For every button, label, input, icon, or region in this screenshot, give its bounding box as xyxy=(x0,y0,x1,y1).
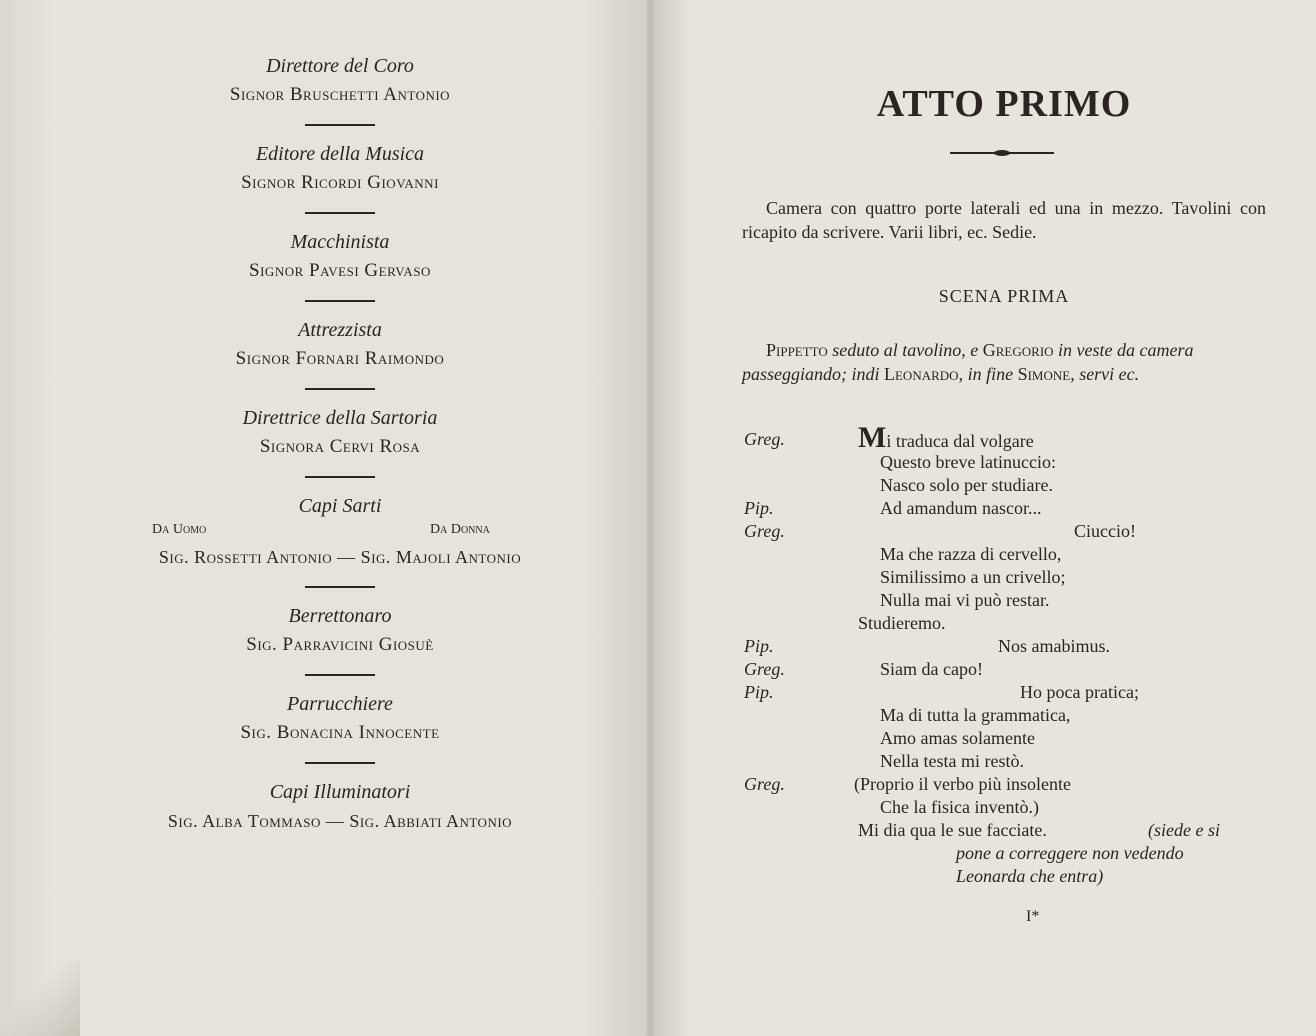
scene-heading: SCENA PRIMA xyxy=(938,286,1070,306)
line-text: Ma che razza di cervello, xyxy=(880,544,1062,564)
dialogue xyxy=(742,421,1266,888)
divider-rule xyxy=(305,674,375,676)
credit-role: Capi Illuminatori xyxy=(269,781,411,803)
dialogue-line xyxy=(742,589,1266,612)
divider-rule xyxy=(305,300,375,302)
credit-name: Signor Pavesi Gervaso xyxy=(249,260,431,281)
speaker: Pip. xyxy=(744,498,774,518)
character-name: Gregorio xyxy=(982,340,1054,360)
dialogue-line xyxy=(742,865,1266,888)
line-text: Questo breve latinuccio: xyxy=(880,452,1056,472)
credit-role: Capi Sarti xyxy=(298,495,382,517)
credit-name: Sig. Alba Tommaso — Sig. Abbiati Antonio xyxy=(167,811,513,831)
divider-rule xyxy=(305,124,375,126)
line-text: (Proprio il verbo più insolente xyxy=(854,774,1071,794)
line-text: Amo amas solamente xyxy=(880,728,1035,748)
dialogue-line xyxy=(742,612,1266,635)
line-text: Studieremo. xyxy=(858,613,946,633)
line-text: Nella testa mi restò. xyxy=(880,751,1024,771)
line-text: Che la fisica inventò.) xyxy=(880,797,1039,817)
divider-rule xyxy=(305,762,375,764)
line-text: Ciuccio! xyxy=(1074,521,1136,541)
dialogue-line xyxy=(742,704,1266,727)
line-text: Nulla mai vi può restar. xyxy=(880,590,1050,610)
line-text: Ad amandum nascor... xyxy=(880,498,1042,518)
book-gutter xyxy=(646,0,656,1036)
line-text: Ma di tutta la grammatica, xyxy=(880,705,1071,725)
dialogue-line xyxy=(742,451,1266,474)
character-name: Simone xyxy=(1017,364,1071,384)
credits-list xyxy=(60,52,620,836)
credit-role: Direttrice della Sartoria xyxy=(242,407,438,429)
credit-name: Signora Cervi Rosa xyxy=(259,436,421,457)
line-text: Nos amabimus. xyxy=(998,636,1110,656)
cast-direction xyxy=(742,338,1266,386)
divider-rule xyxy=(305,586,375,588)
drop-cap: M xyxy=(858,421,887,454)
credit-name: Sig. Bonacina Innocente xyxy=(240,722,440,743)
speaker: Pip. xyxy=(744,682,774,702)
line-text: Nasco solo per studiare. xyxy=(880,475,1053,495)
dialogue-line xyxy=(742,421,1266,454)
direction-text: seduto al tavolino, e xyxy=(827,340,983,360)
sub-role-left: Da Uomo xyxy=(152,522,207,537)
dialogue-line xyxy=(742,497,1266,520)
line-text: Ho poca pratica; xyxy=(1020,682,1139,702)
character-name: Pippetto xyxy=(766,340,828,360)
line-text: Mi dia qua le sue facciate. xyxy=(858,820,1047,840)
credit-name: Signor Bruschetti Antonio xyxy=(229,84,451,105)
dialogue-line xyxy=(742,474,1266,497)
dialogue-line xyxy=(742,842,1266,865)
stage-direction: pone a correggere non vedendo xyxy=(956,843,1184,863)
dialogue-line xyxy=(742,819,1266,842)
page-corner-shadow xyxy=(0,960,80,1036)
credit-role: Attrezzista xyxy=(298,319,382,341)
divider-rule xyxy=(305,212,375,214)
dialogue-line xyxy=(742,727,1266,750)
divider-rule xyxy=(305,388,375,390)
direction-text: , in fine xyxy=(958,364,1018,384)
credit-name: Signor Ricordi Giovanni xyxy=(241,172,439,193)
dialogue-line xyxy=(742,773,1266,796)
credit-role: Macchinista xyxy=(290,231,390,253)
speaker: Greg. xyxy=(744,521,785,541)
page-signature: I* xyxy=(1026,908,1040,925)
credit-name: Sig. Parravicini Giosuè xyxy=(246,634,434,655)
line-text-rest: i traduca dal volgare xyxy=(886,431,1034,451)
speaker: Pip. xyxy=(744,636,774,656)
sub-role-right: Da Donna xyxy=(430,522,490,537)
dialogue-line xyxy=(742,566,1266,589)
line-text xyxy=(858,421,1034,454)
dialogue-line xyxy=(742,520,1266,543)
credit-role: Parrucchiere xyxy=(287,693,393,715)
sub-roles xyxy=(60,520,620,542)
act-title: ATTO PRIMO xyxy=(876,83,1132,125)
credit-role: Berrettonaro xyxy=(288,605,392,627)
character-name: Leonardo xyxy=(884,364,959,384)
stage-setting: Camera con quattro porte laterali ed una in mezzo. Tavolini con ricapito da scrivere. Varii libri, ec. Sedie. xyxy=(742,198,1266,242)
credit-name: Signor Fornari Raimondo xyxy=(235,348,445,369)
dialogue-line xyxy=(742,796,1266,819)
speaker: Greg. xyxy=(744,659,785,679)
stage-direction: Leonarda che entra) xyxy=(956,866,1104,886)
divider-rule xyxy=(305,476,375,478)
dialogue-line xyxy=(742,543,1266,566)
direction-text: in veste da camera passeggiando; indi xyxy=(742,340,1194,384)
dialogue-line xyxy=(742,681,1266,704)
speaker: Greg. xyxy=(744,774,785,794)
dialogue-line xyxy=(742,750,1266,773)
line-text: Similissimo a un crivello; xyxy=(880,567,1066,587)
title-ornament xyxy=(950,152,1054,154)
stage-direction: (siede e si xyxy=(1148,820,1220,840)
dialogue-line xyxy=(742,635,1266,658)
credit-role: Editore della Musica xyxy=(255,143,425,165)
dialogue-line xyxy=(742,658,1266,681)
credit-name: Sig. Rossetti Antonio — Sig. Majoli Antonio xyxy=(158,547,522,567)
credit-role: Direttore del Coro xyxy=(266,55,414,77)
direction-text: , servi ec. xyxy=(1070,364,1140,384)
line-text: Siam da capo! xyxy=(880,659,983,679)
speaker: Greg. xyxy=(744,429,785,449)
